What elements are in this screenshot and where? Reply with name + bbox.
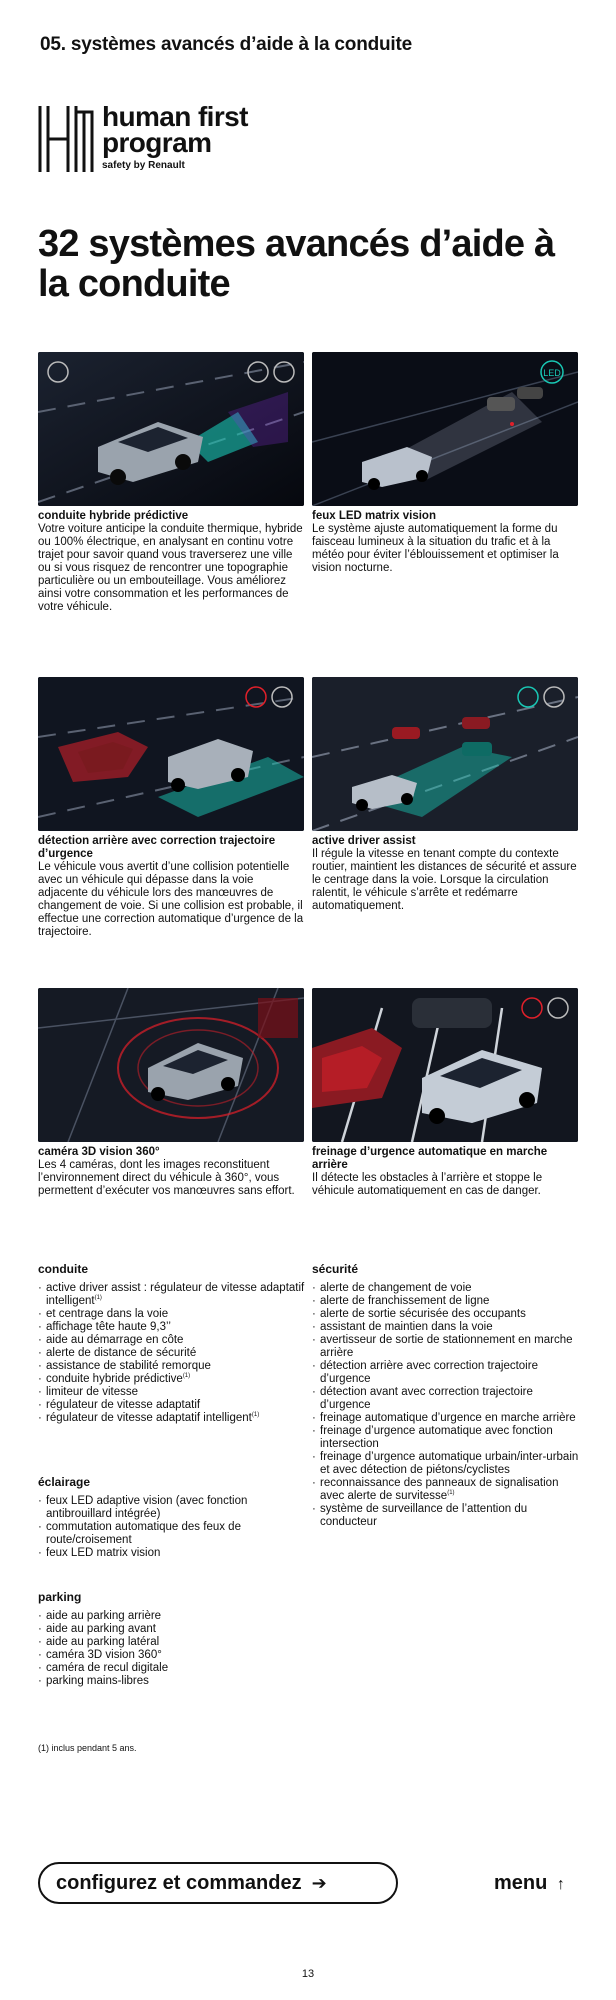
feature-image-camera-360 (38, 988, 304, 1142)
feature-image-active-driver-assist (312, 677, 578, 831)
list-item-text: détection avant avec correction trajectoire d’urgence (320, 1386, 533, 1411)
footnote-marker: (1) (447, 1490, 455, 1497)
list-item-text: aide au parking avant (46, 1623, 156, 1635)
feature-title: feux LED matrix vision (312, 510, 436, 522)
feature-card (38, 988, 304, 1198)
logo-line2: program (102, 127, 212, 158)
list-item (312, 1295, 582, 1308)
list-item-text: avertisseur de sortie de stationnement en marche arrière (320, 1334, 573, 1359)
list-item (312, 1282, 582, 1295)
h-logo-icon (38, 104, 94, 174)
list (38, 1282, 308, 1425)
feature-card (38, 352, 304, 614)
feature-image-rear-detection (38, 677, 304, 831)
feature-title: active driver assist (312, 835, 416, 847)
list-item-text: feux LED adaptive vision (avec fonction antibrouillard intégrée) (46, 1495, 248, 1520)
list-item-text: feux LED matrix vision (46, 1547, 161, 1559)
feature-card (312, 352, 578, 575)
list-item (312, 1412, 582, 1425)
section-header: 05. systèmes avancés d’aide à la conduite (40, 34, 412, 55)
list-item-text: alerte de franchissement de ligne (320, 1295, 490, 1307)
feature-title: freinage d’urgence automatique en marche arrière (312, 1146, 548, 1171)
human-first-program-logo (38, 101, 298, 180)
list-item-text: alerte de sortie sécurisée des occupants (320, 1308, 526, 1320)
feature-description: Le véhicule vous avertit d’une collision potentielle avec un véhicule qui dépasse dans la voie adjacente du véhicule lors des manœuvres de changement de voie. Si une collision est probable, il effectue une correction automatique d’urgence de la trajectoire. (38, 861, 304, 938)
feature-card (38, 677, 304, 939)
feature-image-rear-emergency-braking (312, 988, 578, 1142)
arrow-right-icon: ➔ (311, 1872, 327, 1893)
list-item-text: système de surveillance de l’attention du conducteur (320, 1503, 528, 1528)
list-item-text: détection arrière avec correction trajectoire d’urgence (320, 1360, 538, 1385)
footnote: (1) inclus pendant 5 ans. (38, 1743, 137, 1753)
list-item-text: limiteur de vitesse (46, 1386, 139, 1398)
footnote-marker: (1) (251, 1412, 260, 1419)
list-item-text: assistance de stabilité remorque (46, 1360, 211, 1372)
menu-label: menu (494, 1872, 548, 1894)
list-heading: parking (38, 1590, 82, 1604)
list-item-text: régulateur de vitesse adaptatif intelligent (46, 1412, 252, 1424)
list-item (38, 1610, 308, 1623)
list-item (38, 1412, 308, 1425)
list-conduite (38, 1262, 308, 1425)
list-item (38, 1386, 308, 1399)
feature-card (312, 677, 578, 913)
list-heading: éclairage (38, 1475, 91, 1489)
list-item-text: freinage automatique d’urgence en marche arrière (320, 1412, 576, 1424)
list-item (38, 1649, 308, 1662)
list-item (38, 1282, 308, 1308)
list-item (312, 1308, 582, 1321)
list-item (38, 1675, 308, 1688)
list-item-text: alerte de changement de voie (320, 1282, 472, 1294)
list-item-text: aide au démarrage en côte (46, 1334, 184, 1346)
list-item (38, 1347, 308, 1360)
cta-label: configurez et commandez (56, 1871, 302, 1894)
list-eclairage (38, 1475, 308, 1560)
list-item (38, 1321, 308, 1334)
feature-title: détection arrière avec correction trajectoire d’urgence (38, 835, 276, 860)
list-parking (38, 1590, 308, 1688)
led-badge: LED (543, 368, 561, 378)
feature-description: Le système ajuste automatiquement la forme du faisceau lumineux à la situation du trafic et à la météo pour éviter l’éblouissement et optimiser la vision nocturne. (312, 523, 559, 574)
list-item-text: active driver assist : régulateur de vitesse adaptatif intelligent (46, 1282, 305, 1307)
arrow-up-icon: ↑ (556, 1876, 565, 1893)
list-item (312, 1451, 582, 1477)
list-item-text: commutation automatique des feux de route/croisement (46, 1521, 241, 1546)
list-item (38, 1495, 308, 1521)
feature-image-led-matrix (312, 352, 578, 506)
list-item (312, 1360, 582, 1386)
list-securite (312, 1262, 582, 1529)
list-item (38, 1623, 308, 1636)
list-item-text: assistant de maintien dans la voie (320, 1321, 493, 1333)
feature-title: conduite hybride prédictive (38, 510, 189, 522)
feature-card (312, 988, 578, 1198)
list-item-text: régulateur de vitesse adaptatif (46, 1399, 201, 1411)
logo-line1: human first (102, 101, 248, 132)
feature-description: Votre voiture anticipe la conduite thermique, hybride ou 100% électrique, en analysant en continu votre trajet pour savoir quand vous traverserez une ville ou si vous risquez de rencontrer une topographie particulière ou un embouteillage. Vous améliorez ainsi votre consommation et les performances de votre véhicule. (38, 523, 303, 613)
list-item-text: caméra 3D vision 360° (46, 1649, 162, 1661)
list-item-text: caméra de recul digitale (46, 1662, 169, 1674)
list-item-text: conduite hybride prédictive (46, 1373, 183, 1385)
list-item (38, 1521, 308, 1547)
list-item (312, 1425, 582, 1451)
list-item-text: affichage tête haute 9,3’’ (46, 1321, 171, 1333)
list-item (312, 1386, 582, 1412)
feature-description: Il régule la vitesse en tenant compte du contexte routier, maintient les distances de sécurité et assure le centrage dans la voie. Lorsque la circulation ralentit, le véhicule s’arrête et redémarre automatiquement. (312, 848, 577, 912)
list-item-text: et centrage dans la voie (46, 1308, 169, 1320)
list-item-text: freinage d’urgence automatique urbain/inter-urbain et avec détection de piétons/cyclistes (320, 1451, 579, 1476)
list (38, 1610, 308, 1688)
menu-button[interactable] (494, 1872, 565, 1895)
list-item (38, 1334, 308, 1347)
list-item (38, 1373, 308, 1386)
list-item (38, 1547, 308, 1560)
configure-order-button[interactable] (38, 1862, 398, 1904)
list (312, 1282, 582, 1529)
list-heading: conduite (38, 1262, 88, 1276)
logo-subtitle: safety by Renault (102, 160, 185, 171)
footnote-marker: (1) (94, 1295, 102, 1302)
feature-description: Il détecte les obstacles à l’arrière et stoppe le véhicule automatiquement en cas de danger. (312, 1172, 543, 1197)
list-item-text: alerte de distance de sécurité (46, 1347, 197, 1359)
list-item-text: aide au parking latéral (46, 1636, 160, 1648)
feature-title: caméra 3D vision 360° (38, 1146, 160, 1158)
list-item (312, 1321, 582, 1334)
list-item (312, 1334, 582, 1360)
main-title: 32 systèmes avancés d’aide à la conduite (38, 223, 555, 305)
list-heading: sécurité (312, 1262, 359, 1276)
list-item-text: aide au parking arrière (46, 1610, 162, 1622)
list-item (312, 1503, 582, 1529)
footnote-marker: (1) (182, 1373, 191, 1380)
list-item-text: freinage d’urgence automatique avec fonction intersection (320, 1425, 553, 1450)
list (38, 1495, 308, 1560)
list-item-text: reconnaissance des panneaux de signalisation avec alerte de survitesse (320, 1477, 559, 1502)
feature-image-hybrid (38, 352, 304, 506)
list-item (38, 1636, 308, 1649)
list-item (312, 1477, 582, 1503)
list-item (38, 1360, 308, 1373)
list-item (38, 1662, 308, 1675)
list-item (38, 1308, 308, 1321)
list-item (38, 1399, 308, 1412)
page-number: 13 (301, 1968, 315, 1980)
list-item-text: parking mains-libres (46, 1675, 149, 1687)
feature-description: Les 4 caméras, dont les images reconstituent l’environnement direct du véhicule à 360°, vous permettent d’exécuter vos manœuvres sans effort. (38, 1159, 295, 1197)
